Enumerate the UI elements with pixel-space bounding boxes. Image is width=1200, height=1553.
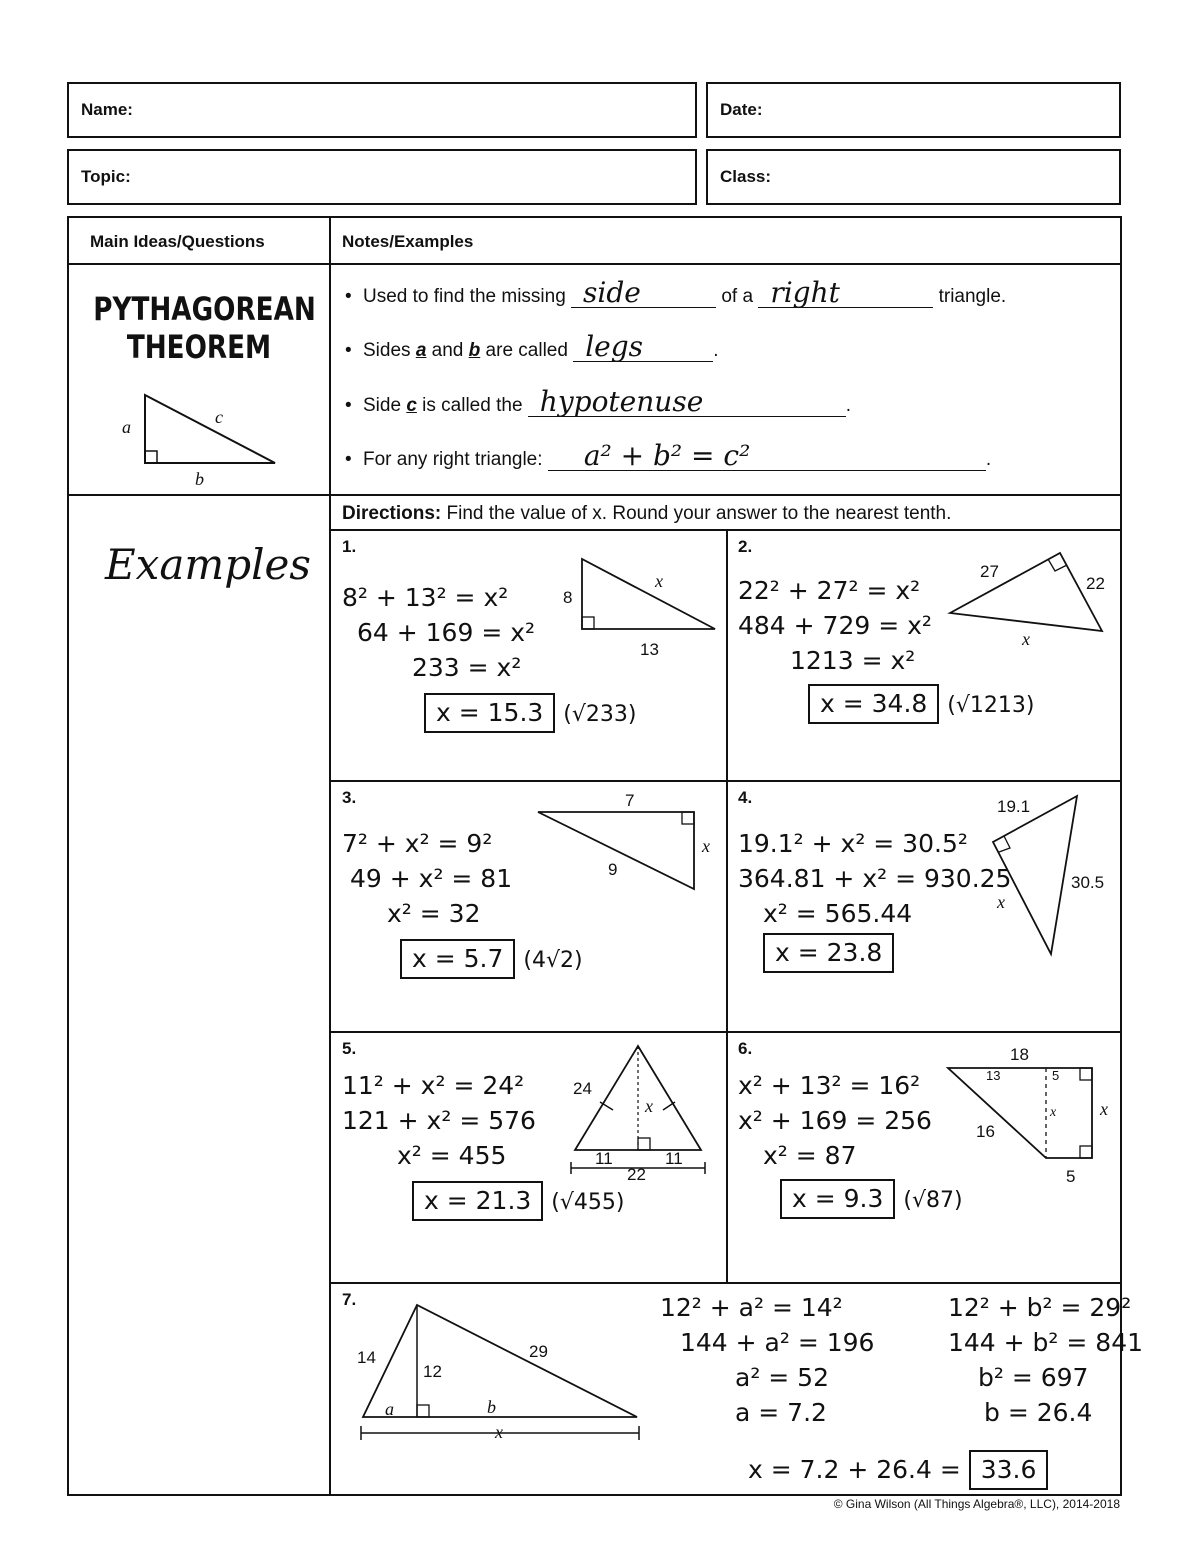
class-label: Class: (720, 167, 772, 186)
examples-heading: Examples (105, 540, 311, 589)
problem-5-work: 11² + x² = 24² 121 + x² = 576 x² = 455 x = 21.3 (√455) (342, 1068, 624, 1221)
problem-4-work: 19.1² + x² = 30.5² 364.81 + x² = 930.25 x² = 565.44 x = 23.8 (738, 826, 1011, 973)
svg-text:13: 13 (986, 1068, 1001, 1083)
page-title (93, 290, 316, 366)
svg-text:x: x (1100, 1099, 1108, 1119)
problem-3-number: 3. (342, 788, 357, 807)
directions: Directions: Find the value of x. Round your answer to the nearest tenth. (342, 503, 952, 524)
name-label: Name: (81, 100, 133, 119)
svg-text:b: b (487, 1397, 496, 1417)
problem-5-figure (565, 1040, 715, 1185)
svg-text:9: 9 (608, 860, 618, 879)
problem-6-number: 6. (738, 1039, 753, 1058)
bullet-1: • Used to find the missing side of a right triangle. (345, 276, 1007, 309)
svg-text:x: x (997, 892, 1005, 912)
problem-3-answer: x = 5.7 (400, 939, 515, 979)
svg-text:13: 13 (640, 640, 659, 659)
svg-text:22: 22 (1086, 574, 1105, 593)
name-field[interactable] (67, 82, 697, 138)
date-label: Date: (720, 100, 763, 119)
svg-text:12: 12 (423, 1362, 442, 1381)
problem-1-work: 8² + 13² = x² 64 + 169 = x² 233 = x² x = 15.3 (√233) (342, 580, 636, 733)
answer-formula: a² + b² = c² (583, 439, 751, 472)
svg-text:5: 5 (1052, 1068, 1060, 1083)
svg-text:29: 29 (529, 1342, 548, 1361)
svg-text:7: 7 (625, 791, 635, 810)
problem-4-answer: x = 23.8 (763, 933, 894, 973)
problem-2-number: 2. (738, 537, 753, 556)
svg-text:30.5: 30.5 (1071, 873, 1105, 892)
triangle-label-a: a (122, 417, 131, 437)
triangle-label-b: b (195, 469, 204, 489)
topic-field[interactable] (67, 149, 697, 205)
title-line-1: PYTHAGOREAN (93, 290, 316, 328)
svg-text:24: 24 (573, 1079, 592, 1098)
svg-text:x: x (702, 836, 710, 856)
svg-text:22: 22 (627, 1165, 646, 1184)
problem-3-figure (530, 785, 725, 895)
answer-right: right (770, 276, 840, 309)
problem-1-answer: x = 15.3 (424, 693, 555, 733)
problem-7-answer: 33.6 (969, 1450, 1049, 1490)
problem-6-answer: x = 9.3 (780, 1179, 895, 1219)
problem-4-number: 4. (738, 788, 753, 807)
answer-side: side (583, 276, 641, 309)
svg-text:8: 8 (563, 588, 573, 607)
problem-5-number: 5. (342, 1039, 357, 1058)
problem-7-work-a: 12² + a² = 14² 144 + a² = 196 a² = 52 a = 7.2 (660, 1293, 875, 1427)
section-divider (67, 494, 1122, 496)
title-line-2: THEOREM (126, 328, 272, 366)
problem-column-divider (726, 530, 728, 1283)
right-triangle-diagram (110, 385, 290, 490)
class-field[interactable] (706, 149, 1121, 205)
problem-6-figure (940, 1040, 1118, 1190)
problem-5-answer: x = 21.3 (412, 1181, 543, 1221)
problem-7-number: 7. (342, 1290, 357, 1309)
problem-7-figure (345, 1295, 650, 1445)
answer-hypotenuse: hypotenuse (539, 385, 704, 418)
svg-text:x: x (655, 571, 663, 591)
problem-3-work: 7² + x² = 9² 49 + x² = 81 x² = 32 x = 5.7 (4√2) (342, 826, 583, 979)
svg-text:14: 14 (357, 1348, 376, 1367)
problem-7-work-b: 12² + b² = 29² 144 + b² = 841 b² = 697 b = 26.4 (948, 1293, 1144, 1427)
svg-text:27: 27 (980, 562, 999, 581)
svg-text:18: 18 (1010, 1045, 1029, 1064)
triangle-label-c: c (215, 407, 223, 427)
svg-text:11: 11 (665, 1149, 683, 1168)
problem-6-work: x² + 13² = 16² x² + 169 = 256 x² = 87 x = 9.3 (√87) (738, 1068, 963, 1219)
svg-text:x: x (645, 1096, 653, 1116)
svg-text:a: a (385, 1399, 394, 1419)
topic-label: Topic: (81, 167, 131, 186)
problem-7-final: x = 7.2 + 26.4 = 33.6 (748, 1450, 1048, 1490)
svg-text:x: x (1050, 1105, 1057, 1120)
date-field[interactable] (706, 82, 1121, 138)
problem-1-figure (555, 555, 725, 665)
copyright-footer: © Gina Wilson (All Things Algebra®, LLC), 2014-2018 (833, 1497, 1120, 1511)
svg-text:x: x (495, 1422, 503, 1442)
svg-text:x: x (1022, 629, 1030, 649)
column-header-left: Main Ideas/Questions (90, 232, 265, 251)
bullet-4: • For any right triangle: a² + b² = c² . (345, 439, 992, 472)
header-row-divider (67, 263, 1122, 265)
column-divider (329, 216, 331, 1496)
problem-1-number: 1. (342, 537, 357, 556)
svg-text:19.1: 19.1 (997, 797, 1031, 816)
bullet-3: • Side c is called the hypotenuse . (345, 385, 852, 418)
problem-2-figure (940, 545, 1115, 655)
answer-legs: legs (585, 330, 644, 363)
svg-text:5: 5 (1066, 1167, 1076, 1186)
svg-text:11: 11 (595, 1149, 613, 1168)
bullet-2: • Sides a and b are called legs . (345, 330, 719, 363)
problem-4-figure (985, 790, 1115, 960)
problem-2-answer: x = 34.8 (808, 684, 939, 724)
svg-text:16: 16 (976, 1122, 995, 1141)
problem-2-work: 22² + 27² = x² 484 + 729 = x² 1213 = x² x = 34.8 (√1213) (738, 573, 1034, 724)
column-header-right: Notes/Examples (342, 232, 474, 251)
